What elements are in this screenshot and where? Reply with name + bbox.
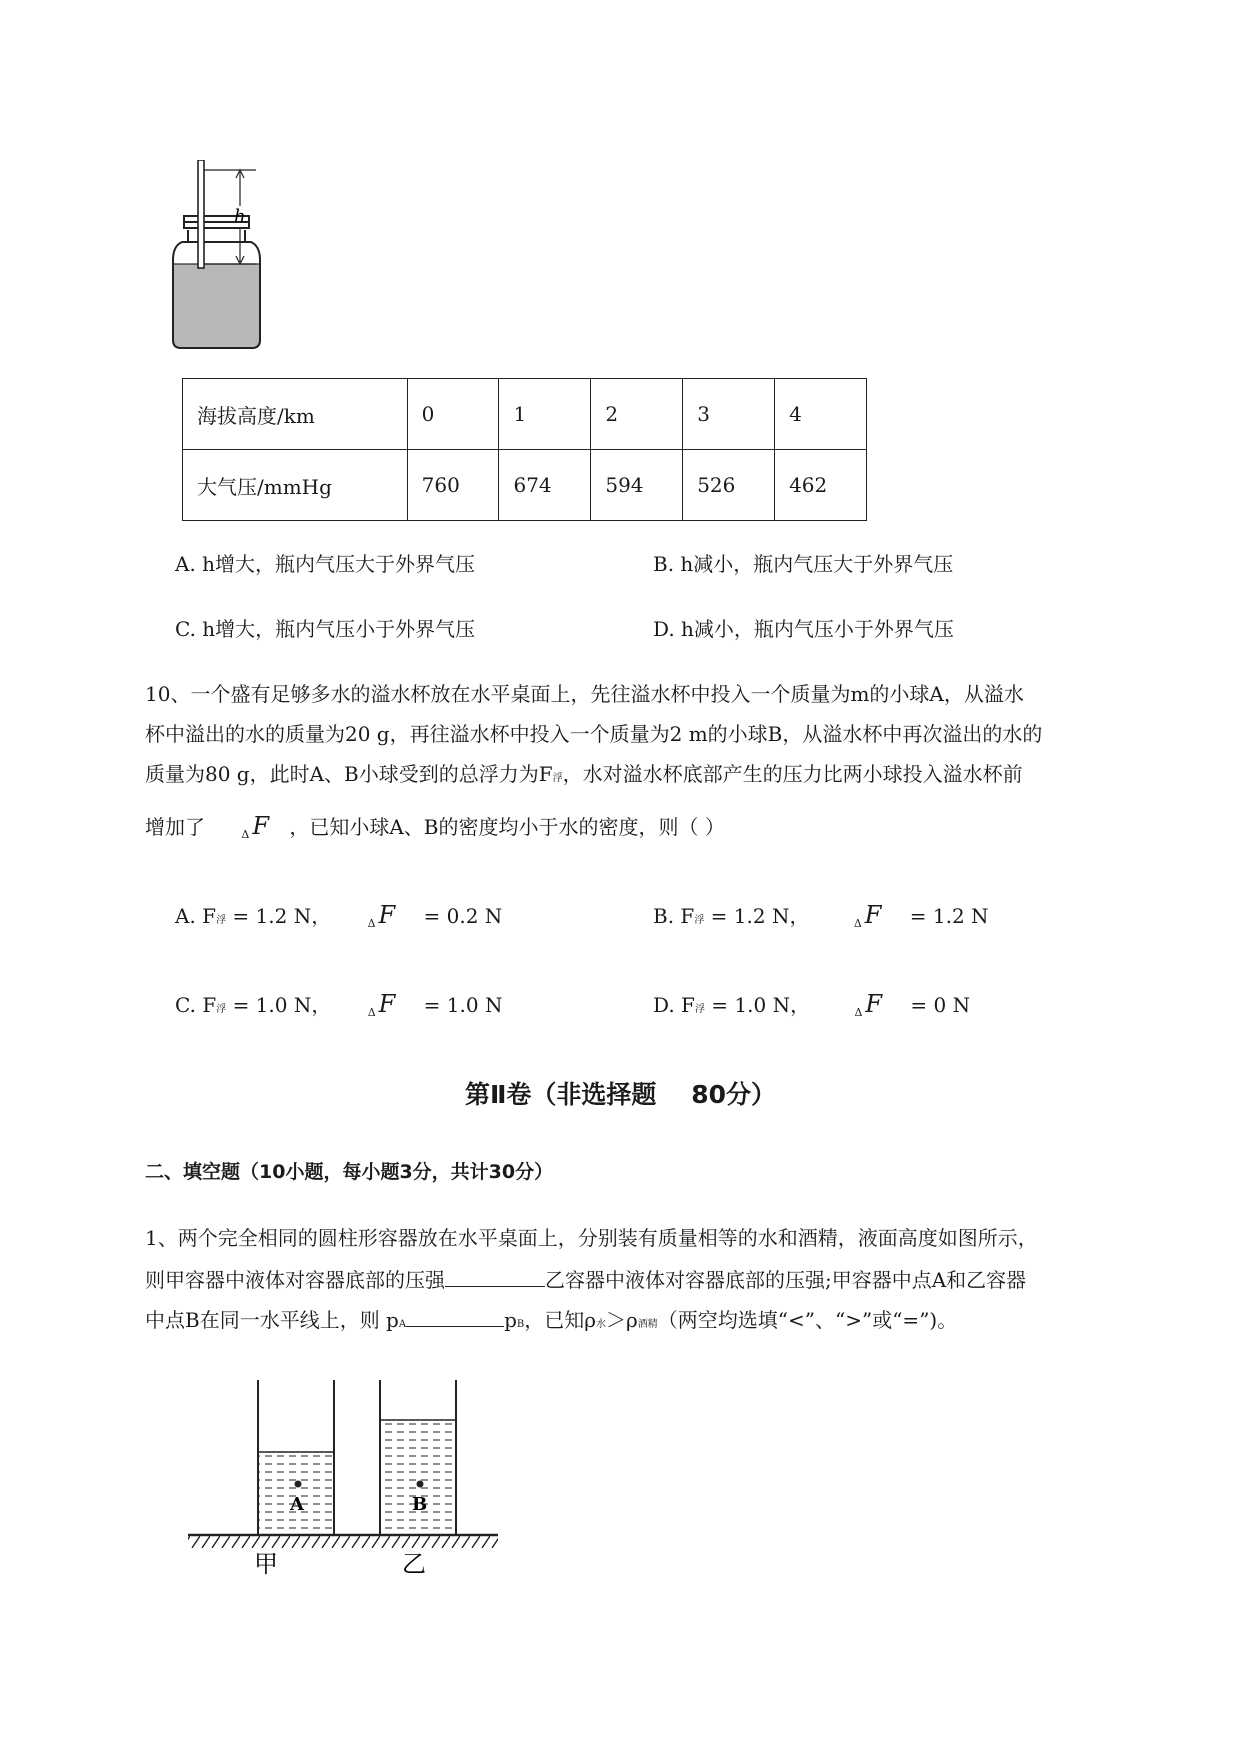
label-yi: 乙: [402, 1550, 426, 1578]
label-jia: 甲: [254, 1550, 278, 1578]
fill1-line-3-post: （两空均选填“<”、“>”或“=”)。: [657, 1308, 958, 1332]
h-label: h: [234, 206, 246, 227]
point-a-label: A: [290, 1494, 304, 1515]
force-symbol: F: [378, 901, 396, 929]
q10-line-1: 10、一个盛有足够多水的溢水杯放在水平桌面上，先往溢水杯中投入一个质量为m的小球A，从溢水: [145, 682, 1024, 706]
table-cell: 0: [407, 379, 499, 450]
option-delta-value: = 0.2 N: [423, 904, 503, 928]
q10-option-c[interactable]: [175, 992, 502, 1025]
option-f: F: [680, 904, 695, 928]
table-cell: 1: [499, 379, 591, 450]
q10-line-4: [145, 814, 725, 847]
subscript-b: B: [516, 1319, 525, 1330]
point-b-label: B: [412, 1494, 428, 1515]
answer-blank-2[interactable]: [406, 1306, 504, 1327]
option-letter: D.: [653, 993, 675, 1017]
table-cell: 2: [591, 379, 683, 450]
q10-line-3: [145, 762, 1023, 791]
subscript-alcohol: 酒精: [637, 1319, 658, 1330]
fill1-line-2-pre: 则甲容器中液体对容器底部的压强: [145, 1268, 445, 1292]
part-two-title: 第Ⅱ卷（非选择题 80分）: [464, 1080, 777, 1109]
option-f-value: = 1.2 N，: [710, 904, 810, 928]
table-head: 大气压/mmHg: [183, 450, 408, 521]
option-letter: C.: [175, 993, 196, 1017]
fill1-line-1: 1、两个完全相同的圆柱形容器放在水平桌面上，分别装有质量相等的水和酒精，液面高度如图所示，: [145, 1226, 1038, 1250]
table-cell: 760: [407, 450, 499, 521]
table-cell: 674: [499, 450, 591, 521]
subscript-float: 浮: [552, 773, 563, 784]
bottle-figure: [160, 160, 300, 360]
greater-than: ＞ρ: [606, 1308, 638, 1332]
table-cell: 526: [683, 450, 775, 521]
q10-option-a[interactable]: [175, 903, 502, 936]
q9-option-a[interactable]: A. h增大，瓶内气压大于外界气压: [175, 552, 476, 576]
q10-line-2: 杯中溢出的水的质量为20 g，再往溢水杯中投入一个质量为2 m的小球B，从溢水杯中再次溢出的水的: [145, 722, 1043, 746]
force-symbol: F: [865, 990, 883, 1018]
table-cell: 462: [775, 450, 867, 521]
table-row-altitude: [183, 379, 867, 450]
p-symbol: p: [504, 1308, 517, 1332]
option-delta-value: = 1.0 N: [423, 993, 503, 1017]
delta-symbol: Δ: [367, 1006, 376, 1019]
option-sub: 浮: [216, 1004, 227, 1015]
force-symbol: F: [252, 812, 269, 840]
q9-option-d[interactable]: D. h减小，瓶内气压小于外界气压: [653, 617, 954, 641]
q10-line-3-post: ，水对溢水杯底部产生的压力比两小球投入溢水杯前: [562, 762, 1023, 786]
option-f: F: [202, 904, 217, 928]
fill1-line-3: [145, 1306, 957, 1337]
q9-option-c[interactable]: C. h增大，瓶内气压小于外界气压: [175, 617, 476, 641]
option-f: F: [202, 993, 217, 1017]
option-sub: 浮: [216, 915, 227, 926]
fill1-line-2: [145, 1266, 1026, 1292]
subscript-a: A: [398, 1319, 407, 1330]
delta-symbol: Δ: [854, 1006, 863, 1019]
section-heading: 二、填空题（10小题，每小题3分，共计30分）: [145, 1161, 554, 1183]
subscript-water: 水: [596, 1319, 607, 1330]
q9-option-b[interactable]: B. h减小，瓶内气压大于外界气压: [653, 552, 954, 576]
table-cell: 4: [775, 379, 867, 450]
fill1-line-2-post: 乙容器中液体对容器底部的压强;甲容器中点A和乙容器: [545, 1268, 1027, 1292]
table-row-pressure: [183, 450, 867, 521]
table-cell: 3: [683, 379, 775, 450]
option-letter: B.: [653, 904, 675, 928]
q10-option-b[interactable]: [653, 903, 989, 936]
answer-blank-1[interactable]: [445, 1266, 545, 1287]
option-f-value: = 1.0 N，: [232, 993, 332, 1017]
fill1-line-3-mid: ，已知ρ: [524, 1308, 597, 1332]
option-letter: A.: [175, 904, 196, 928]
force-symbol: F: [378, 990, 396, 1018]
option-delta-value: = 0 N: [910, 993, 971, 1017]
q10-option-d[interactable]: [653, 992, 970, 1025]
option-delta-value: = 1.2 N: [909, 904, 989, 928]
delta-symbol: Δ: [853, 917, 862, 930]
option-sub: 浮: [694, 915, 705, 926]
fill1-line-3-pre: 中点B在同一水平线上，则 p: [145, 1308, 399, 1332]
delta-symbol: Δ: [241, 828, 250, 841]
option-sub: 浮: [694, 1004, 705, 1015]
q10-line-4-post: ，已知小球A、B的密度均小于水的密度，则（ ）: [289, 815, 725, 839]
option-f-value: = 1.0 N，: [711, 993, 811, 1017]
option-f: F: [681, 993, 695, 1017]
q10-line-4-pre: 增加了: [145, 815, 205, 839]
table-head: 海拔高度/km: [183, 379, 408, 450]
force-symbol: F: [864, 901, 882, 929]
containers-figure: [180, 1380, 510, 1580]
table-cell: 594: [591, 450, 683, 521]
option-f-value: = 1.2 N，: [232, 904, 332, 928]
altitude-pressure-table: [182, 378, 867, 521]
delta-symbol: Δ: [367, 917, 376, 930]
q10-line-3-pre: 质量为80 g，此时A、B小球受到的总浮力为F: [145, 762, 553, 786]
